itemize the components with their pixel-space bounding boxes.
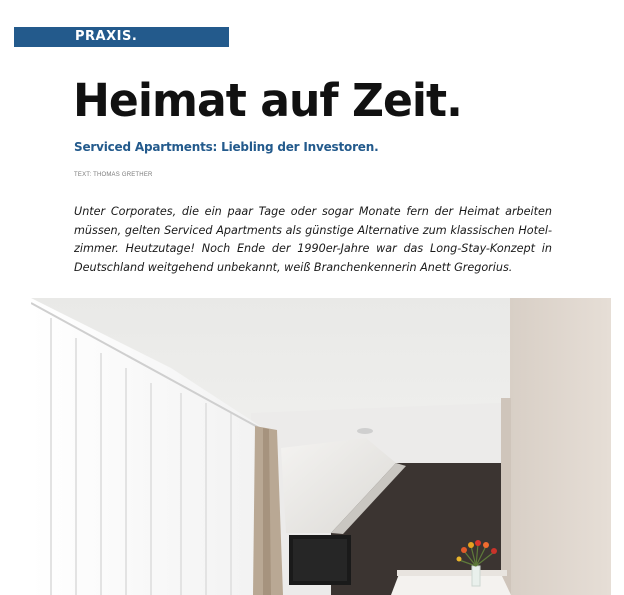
section-label-bar [14,27,229,47]
article-byline: TEXT: THOMAS GRETHER [74,172,153,178]
flower-vase [472,566,480,586]
article-headline: Heimat auf Zeit. [73,74,462,127]
right-wall [510,298,611,595]
flower [461,547,467,553]
section-label: PRAXIS. [75,29,138,44]
article-lead-paragraph: Unter Corporates, die ein paar Tage oder sogar Monate fern der Heimat arbeiten müssen, gelten Serviced Apartments als günstige Alternative zum klassischen Hotel-zimmer. Heutzutage! Noch Ende der 1990er-Jahre war das Long-Stay-Konzept in Deutschland weitgehend unbekannt, weiß Branchenkennerin Anett Gregorius. [74,205,552,274]
bed [391,574,511,595]
article-subheadline: Serviced Apartments: Liebling der Investoren. [74,140,379,154]
apartment-interior-photo [31,298,611,595]
